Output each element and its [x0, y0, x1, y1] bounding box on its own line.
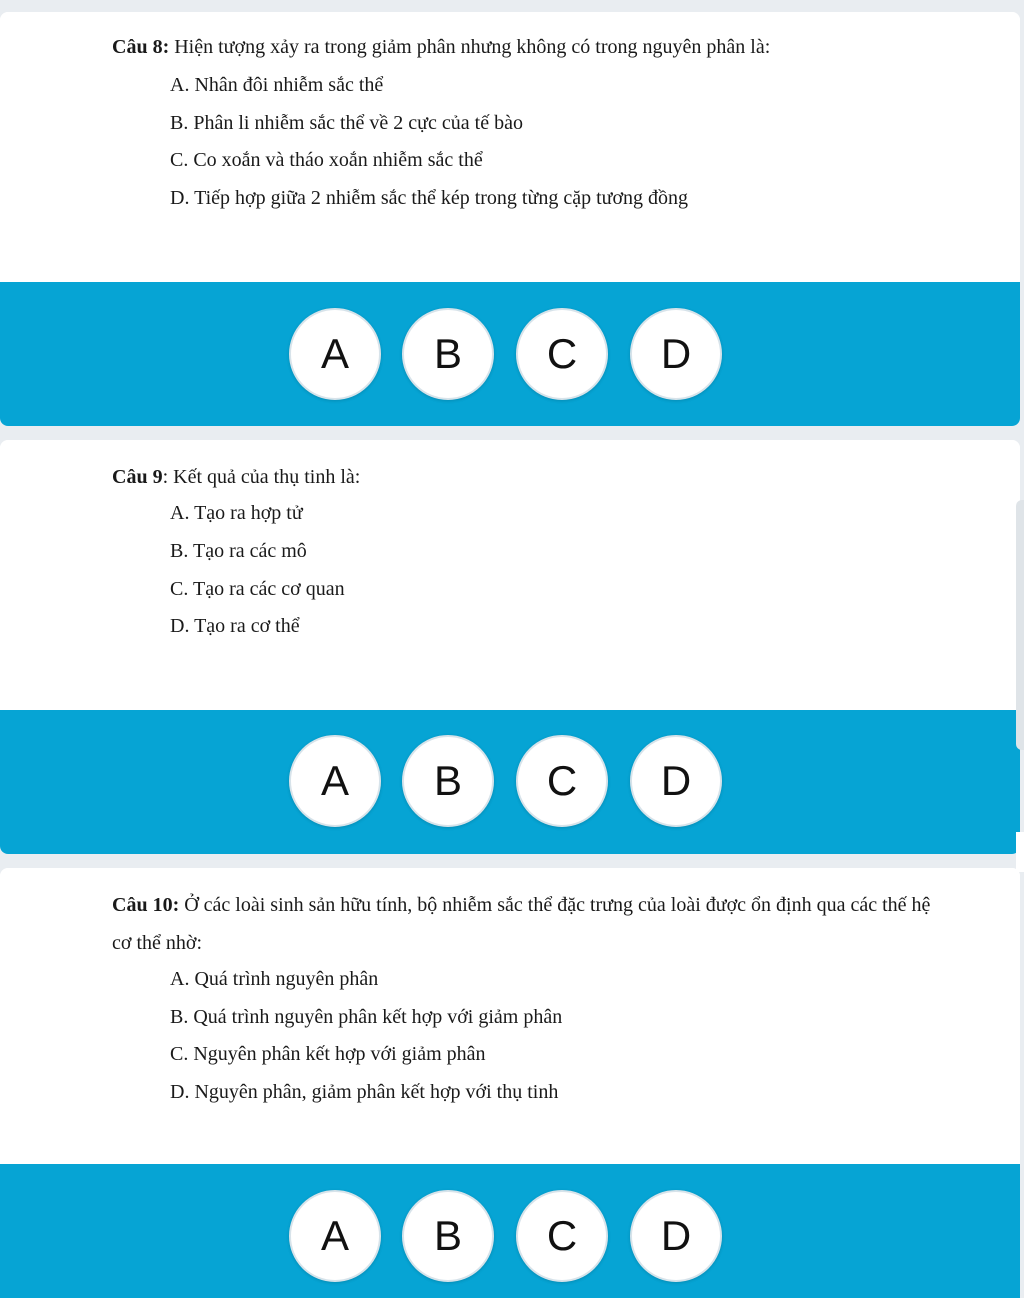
answer-button-c[interactable]: C [516, 1190, 608, 1282]
answer-bar [0, 710, 1020, 854]
answer-button-a[interactable]: A [289, 735, 381, 827]
question-area [0, 868, 1020, 1164]
question-number: Câu 9 [112, 466, 163, 488]
option-b: B. Phân li nhiễm sắc thể về 2 cực của tế bào [170, 112, 523, 134]
answer-button-c[interactable]: C [516, 308, 608, 400]
option-c: C. Tạo ra các cơ quan [170, 578, 345, 600]
option-a: A. Quá trình nguyên phân [170, 968, 379, 990]
answer-button-d[interactable]: D [630, 308, 722, 400]
answer-bar [0, 1164, 1020, 1298]
answer-button-b[interactable]: B [402, 308, 494, 400]
question-card-8 [0, 12, 1020, 426]
option-b: B. Quá trình nguyên phân kết hợp với giảm phân [170, 1006, 563, 1028]
answer-button-a[interactable]: A [289, 308, 381, 400]
question-text [112, 886, 932, 962]
question-prompt: Hiện tượng xảy ra trong giảm phân nhưng không có trong nguyên phân là: [169, 36, 771, 58]
option-a: A. Tạo ra hợp tử [170, 502, 303, 524]
question-card-9 [0, 440, 1020, 854]
answer-bar [0, 282, 1020, 426]
question-number: Câu 10: [112, 894, 180, 916]
option-d: D. Tiếp hợp giữa 2 nhiễm sắc thể kép trong từng cặp tương đồng [170, 187, 689, 209]
answer-button-b[interactable]: B [402, 735, 494, 827]
question-area [0, 440, 1020, 710]
option-c: C. Nguyên phân kết hợp với giảm phân [170, 1043, 486, 1065]
option-b: B. Tạo ra các mô [170, 540, 307, 562]
question-text [112, 28, 932, 66]
option-a: A. Nhân đôi nhiễm sắc thể [170, 74, 384, 96]
question-number: Câu 8: [112, 36, 170, 58]
question-area [0, 12, 1020, 282]
answer-button-d[interactable]: D [630, 735, 722, 827]
option-d: D. Nguyên phân, giảm phân kết hợp với thụ tinh [170, 1081, 559, 1103]
scrollbar-marker [1016, 832, 1024, 872]
question-card-10 [0, 868, 1020, 1298]
answer-button-b[interactable]: B [402, 1190, 494, 1282]
answer-button-d[interactable]: D [630, 1190, 722, 1282]
answer-button-c[interactable]: C [516, 735, 608, 827]
question-prompt: Ở các loài sinh sản hữu tính, bộ nhiễm sắc thể đặc trưng của loài được ổn định qua các thế hệ cơ thể nhờ: [112, 894, 931, 954]
question-prompt: : Kết quả của thụ tinh là: [162, 466, 361, 488]
option-d: D. Tạo ra cơ thể [170, 615, 300, 637]
scrollbar-thumb[interactable] [1016, 500, 1024, 750]
answer-button-a[interactable]: A [289, 1190, 381, 1282]
option-c: C. Co xoắn và tháo xoắn nhiễm sắc thể [170, 149, 483, 171]
question-text [112, 458, 932, 496]
